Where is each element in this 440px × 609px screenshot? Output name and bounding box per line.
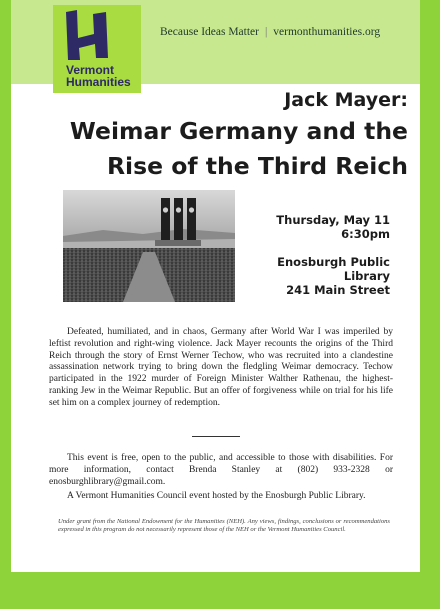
event-details xyxy=(242,213,390,297)
speaker-name: Jack Mayer: xyxy=(284,89,408,111)
accessibility-note: This event is free, open to the public, and accessible to those with disabilities. For more information, contact Brenda Stanley at (802) 933-2328 or enosburghlibrary@gmail.com. xyxy=(49,453,393,487)
event-time: 6:30pm xyxy=(341,227,390,241)
tagline-separator: | xyxy=(264,26,268,38)
event-address: 241 Main Street xyxy=(286,283,390,297)
headline-line-1: Weimar Germany and the xyxy=(69,117,408,145)
tagline-text: Because Ideas Matter xyxy=(160,26,259,38)
headline-line-2: Rise of the Third Reich xyxy=(106,152,408,180)
host-note: A Vermont Humanities Council event hosted by the Enosburgh Public Library. xyxy=(67,491,366,501)
header-tagline xyxy=(160,26,420,38)
event-description: Defeated, humiliated, and in chaos, Germany after World War I was imperiled by leftist revolution and right-wing violence. Jack Mayer recounts the origins of the Third Reich through the story of Ernst Werner Techow, who was recruited into a clandestine assassination network trying to bring down the fledgling Weimar democracy. Techow participated in the 1922 murder of Foreign Minister Walther Rathenau, the highest-ranking Jew in the Weimar Republic. But an offer of forgiveness while on trial for his life set him on a complex journey of redemption. xyxy=(49,327,393,408)
website-text: vermonthumanities.org xyxy=(273,26,381,38)
event-gap xyxy=(242,241,390,255)
rally-photo xyxy=(63,190,235,302)
logo-line-1: Vermont xyxy=(66,63,115,77)
logo-wordmark xyxy=(66,64,142,88)
neh-disclaimer: Under grant from the National Endowment for the Humanities (NEH). Any views, findings, conclusions or recommendations expressed in this program do not necessarily represent those of the NEH or the Vermont Humanities Council. xyxy=(58,518,390,534)
vermont-humanities-h-logo-icon xyxy=(64,8,114,64)
event-date: Thursday, May 11 xyxy=(276,213,390,227)
section-divider xyxy=(192,436,240,437)
event-venue: Enosburgh Public Library xyxy=(277,255,390,283)
logo-line-2: Humanities xyxy=(66,75,131,89)
title-block xyxy=(60,86,408,182)
